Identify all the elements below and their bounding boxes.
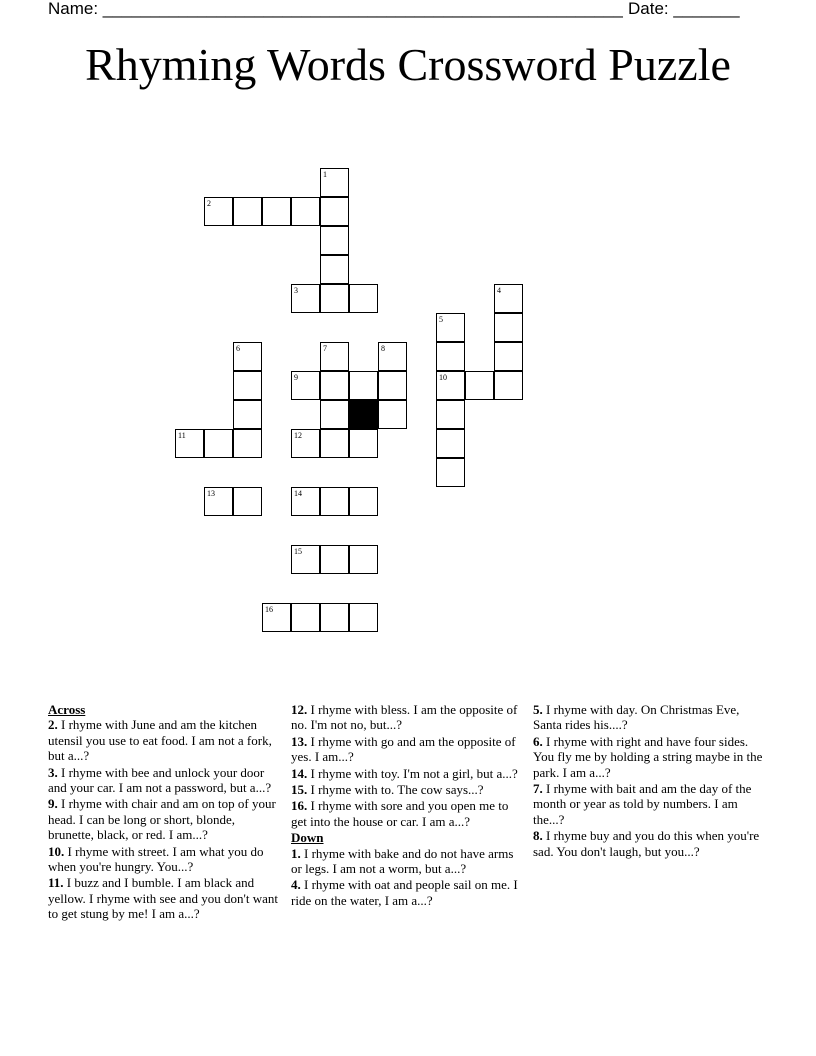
clue-number: 14 <box>294 489 302 498</box>
clue-text: I buzz and I bumble. I am black and yellow. I rhyme with see and you don't want to get stung by me! I am a...? <box>48 875 279 922</box>
grid-cell[interactable] <box>320 400 349 429</box>
clue-number: 1 <box>323 170 327 179</box>
clue-label: 4. <box>291 877 301 893</box>
clue-text: I rhyme with sore and you open me to get into the house or car. I am a...? <box>291 798 509 829</box>
grid-cell[interactable] <box>494 371 523 400</box>
clue-number: 8 <box>381 344 385 353</box>
clue-text: I rhyme with toy. I'm not a girl, but a...? <box>307 765 518 781</box>
grid-cell[interactable] <box>320 197 349 226</box>
grid-cell[interactable] <box>320 545 349 574</box>
clue-number: 12 <box>294 431 302 440</box>
down-clue <box>533 781 768 827</box>
grid-cell[interactable] <box>349 284 378 313</box>
grid-cell[interactable] <box>320 342 349 371</box>
grid-cell[interactable] <box>436 429 465 458</box>
grid-cell[interactable] <box>378 400 407 429</box>
clue-label: 3. <box>48 764 58 780</box>
clue-label: 8. <box>533 828 543 844</box>
clue-text: I rhyme with oat and people sail on me. I ride on the water, I am a...? <box>291 877 518 908</box>
grid-cell[interactable] <box>233 400 262 429</box>
clue-label: 5. <box>533 702 543 717</box>
clue-text: I rhyme with June and am the kitchen utensil you use to eat food. I am not a fork, but a...? <box>48 717 272 764</box>
grid-cell[interactable] <box>320 603 349 632</box>
grid-cell[interactable] <box>262 197 291 226</box>
clues-column-3 <box>533 702 768 860</box>
clues-column-1 <box>48 702 283 923</box>
grid-cell[interactable] <box>233 429 262 458</box>
clue-label: 7. <box>533 781 543 797</box>
grid-cell[interactable] <box>204 487 233 516</box>
clue-number: 6 <box>236 344 240 353</box>
clue-label: 15. <box>291 782 308 798</box>
grid-cell[interactable] <box>291 487 320 516</box>
date-field-line[interactable]: Date: _______ <box>628 0 740 18</box>
clue-text: I rhyme with to. The cow says...? <box>307 782 484 798</box>
clue-label: 16. <box>291 798 308 814</box>
across-clue <box>48 796 283 842</box>
grid-cell[interactable] <box>291 371 320 400</box>
grid-cell[interactable] <box>494 313 523 342</box>
across-clue <box>291 734 526 765</box>
grid-cell[interactable] <box>291 545 320 574</box>
clue-number: 10 <box>439 373 447 382</box>
clue-text: I rhyme with right and have four sides. You fly me by holding a string maybe in the park. I am a...? <box>533 733 763 780</box>
clue-number: 3 <box>294 286 298 295</box>
grid-cell[interactable] <box>465 371 494 400</box>
clue-text: I rhyme with bless. I am the opposite of no. I'm not no, but...? <box>291 702 518 733</box>
down-clue <box>533 702 768 733</box>
clue-text: I rhyme with bake and do not have arms or legs. I am not a worm, but a...? <box>291 845 514 877</box>
clue-label: 10. <box>48 843 65 859</box>
grid-cell[interactable] <box>349 603 378 632</box>
across-clue-list-continued <box>291 702 526 829</box>
grid-cell[interactable] <box>320 487 349 516</box>
grid-cell[interactable] <box>349 429 378 458</box>
across-clue <box>48 717 283 763</box>
down-clue <box>291 877 526 908</box>
across-clue-list <box>48 717 283 921</box>
grid-cell[interactable] <box>320 429 349 458</box>
grid-cell[interactable] <box>175 429 204 458</box>
grid-cell[interactable] <box>436 313 465 342</box>
grid-cell[interactable] <box>494 284 523 313</box>
grid-cell[interactable] <box>436 458 465 487</box>
clue-number: 4 <box>497 286 501 295</box>
grid-cell[interactable] <box>320 168 349 197</box>
grid-cell[interactable] <box>233 487 262 516</box>
clue-number: 7 <box>323 344 327 353</box>
across-clue <box>291 766 526 781</box>
across-clue <box>291 798 526 829</box>
down-clue <box>291 846 526 877</box>
clue-number: 2 <box>207 199 211 208</box>
clue-text: I rhyme with chair and am on top of your head. I can be long or short, blonde, brunette, black, or red. I am...? <box>48 796 276 843</box>
down-clue <box>533 734 768 780</box>
clue-number: 16 <box>265 605 273 614</box>
grid-cell[interactable] <box>233 342 262 371</box>
clue-number: 5 <box>439 315 443 324</box>
clue-label: 11. <box>48 875 64 891</box>
across-clue <box>291 782 526 797</box>
clue-text: I rhyme with bait and am the day of the month or year as told by numbers. I am the...? <box>533 781 752 827</box>
clue-number: 9 <box>294 373 298 382</box>
grid-cell[interactable] <box>204 197 233 226</box>
grid-cell[interactable] <box>436 371 465 400</box>
clue-label: 13. <box>291 733 308 749</box>
across-clue <box>291 702 526 733</box>
grid-cell[interactable] <box>378 371 407 400</box>
down-clue-list <box>291 846 526 909</box>
clue-label: 2. <box>48 717 58 733</box>
grid-cell[interactable] <box>378 342 407 371</box>
grid-cell[interactable] <box>204 429 233 458</box>
clue-text: I rhyme with go and am the opposite of yes. I am...? <box>291 733 516 765</box>
grid-cell[interactable] <box>291 603 320 632</box>
clue-label: 9. <box>48 796 58 812</box>
across-heading: Across <box>48 702 86 717</box>
grid-cell[interactable] <box>320 226 349 255</box>
clue-label: 1. <box>291 845 301 861</box>
grid-cell[interactable] <box>349 545 378 574</box>
across-clue <box>48 765 283 796</box>
grid-cell[interactable] <box>349 487 378 516</box>
clue-number: 13 <box>207 489 215 498</box>
grid-cell[interactable] <box>291 197 320 226</box>
across-clue <box>48 875 283 921</box>
clue-number: 11 <box>178 431 186 440</box>
grid-cell[interactable] <box>494 342 523 371</box>
clues-column-2 <box>291 702 526 909</box>
across-clue <box>48 844 283 875</box>
clue-label: 12. <box>291 702 308 717</box>
grid-cell[interactable] <box>320 284 349 313</box>
clue-label: 6. <box>533 733 543 749</box>
grid-cell-blocked <box>349 400 378 429</box>
down-clue-list-continued <box>533 702 768 859</box>
grid-cell[interactable] <box>233 197 262 226</box>
grid-cell[interactable] <box>436 342 465 371</box>
clue-text: I rhyme with bee and unlock your door and your car. I am not a password, but a...? <box>48 764 272 796</box>
clue-number: 15 <box>294 547 302 556</box>
grid-cell[interactable] <box>436 400 465 429</box>
grid-cell[interactable] <box>320 371 349 400</box>
page-title: Rhyming Words Crossword Puzzle <box>85 39 731 90</box>
grid-cell[interactable] <box>233 371 262 400</box>
clue-text: I rhyme buy and you do this when you're sad. You don't laugh, but you...? <box>533 828 760 859</box>
clue-label: 14. <box>291 765 308 781</box>
down-heading: Down <box>291 830 324 846</box>
clue-text: I rhyme with street. I am what you do when you're hungry. You...? <box>48 843 264 875</box>
down-clue <box>533 828 768 859</box>
grid-cell[interactable] <box>320 255 349 284</box>
grid-cell[interactable] <box>349 371 378 400</box>
clue-text: I rhyme with day. On Christmas Eve, Santa rides his....? <box>533 702 740 733</box>
grid-cell[interactable] <box>291 429 320 458</box>
grid-cell[interactable] <box>291 284 320 313</box>
grid-cell[interactable] <box>262 603 291 632</box>
name-field-line[interactable]: Name: _______________________________________________________ <box>48 0 623 18</box>
